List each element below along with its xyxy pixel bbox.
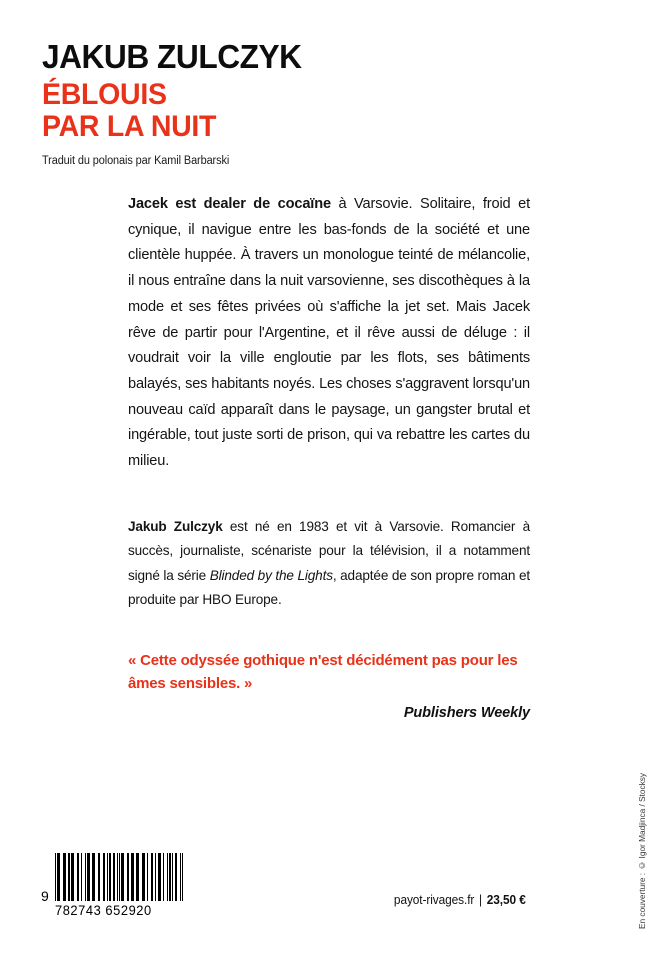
author-biography	[128, 515, 530, 613]
synopsis-paragraph	[128, 192, 530, 475]
cover-copy-column	[128, 192, 530, 721]
biography-part-2: , adaptée de son propre roman et produite par HBO Europe.	[128, 567, 530, 608]
review-block	[128, 649, 530, 721]
book-title-line-2: PAR LA NUIT	[42, 110, 217, 144]
isbn-barcode	[41, 853, 183, 918]
publisher-info	[394, 893, 526, 907]
translator-credit: Traduit du polonais par Kamil Barbarski	[42, 154, 230, 167]
author-name: JAKUB ZULCZYK	[42, 38, 302, 75]
synopsis-lead: Jacek est dealer de cocaïne	[128, 196, 331, 212]
isbn-digits: 782743 652920	[55, 902, 152, 918]
barcode-bars	[55, 853, 183, 901]
biography-work-title: Blinded by the Lights	[209, 567, 333, 583]
biography-author-name: Jakub Zulczyk	[128, 518, 223, 534]
biography-part-1: est né en 1983 et vit à Varsovie. Romancier à succès, journaliste, scénariste pour la télévision, il a notamment signé la série	[128, 518, 530, 583]
book-title-line-1: ÉBLOUIS	[42, 77, 167, 111]
publisher-separator: |	[479, 893, 483, 907]
review-source: Publishers Weekly	[403, 704, 530, 721]
cover-header	[42, 40, 542, 167]
isbn-lead-digit: 9	[41, 888, 49, 904]
review-quote: « Cette odyssée gothique n'est décidément pas pour les âmes sensibles. »	[128, 651, 518, 692]
cover-photo-credit: En couverture : © Igor Madjinca / Stocksy	[637, 773, 647, 929]
synopsis-body: à Varsovie. Solitaire, froid et cynique, il navigue entre les bas-fonds de la société et une clientèle huppée. À travers un monologue teinté de mélancolie, il nous entraîne dans la nuit varsovienne, ses discothèques à la mode et ses fêtes privées où s'affiche la jet set. Mais Jacek rêve de partir pour l'Argentine, et il rêve aussi de déluge : il voudrait voir la ville engloutie par les flots, ses bâtiments balayés, ses habitants noyés. Les choses s'aggravent lorsqu'un nouveau caïd apparaît dans le paysage, un gangster brutal et ingérable, tout juste sorti de prison, qui va rebattre les cartes du milieu.	[128, 196, 530, 470]
price-label: 23,50 €	[487, 893, 526, 907]
publisher-website: payot-rivages.fr	[394, 893, 475, 907]
